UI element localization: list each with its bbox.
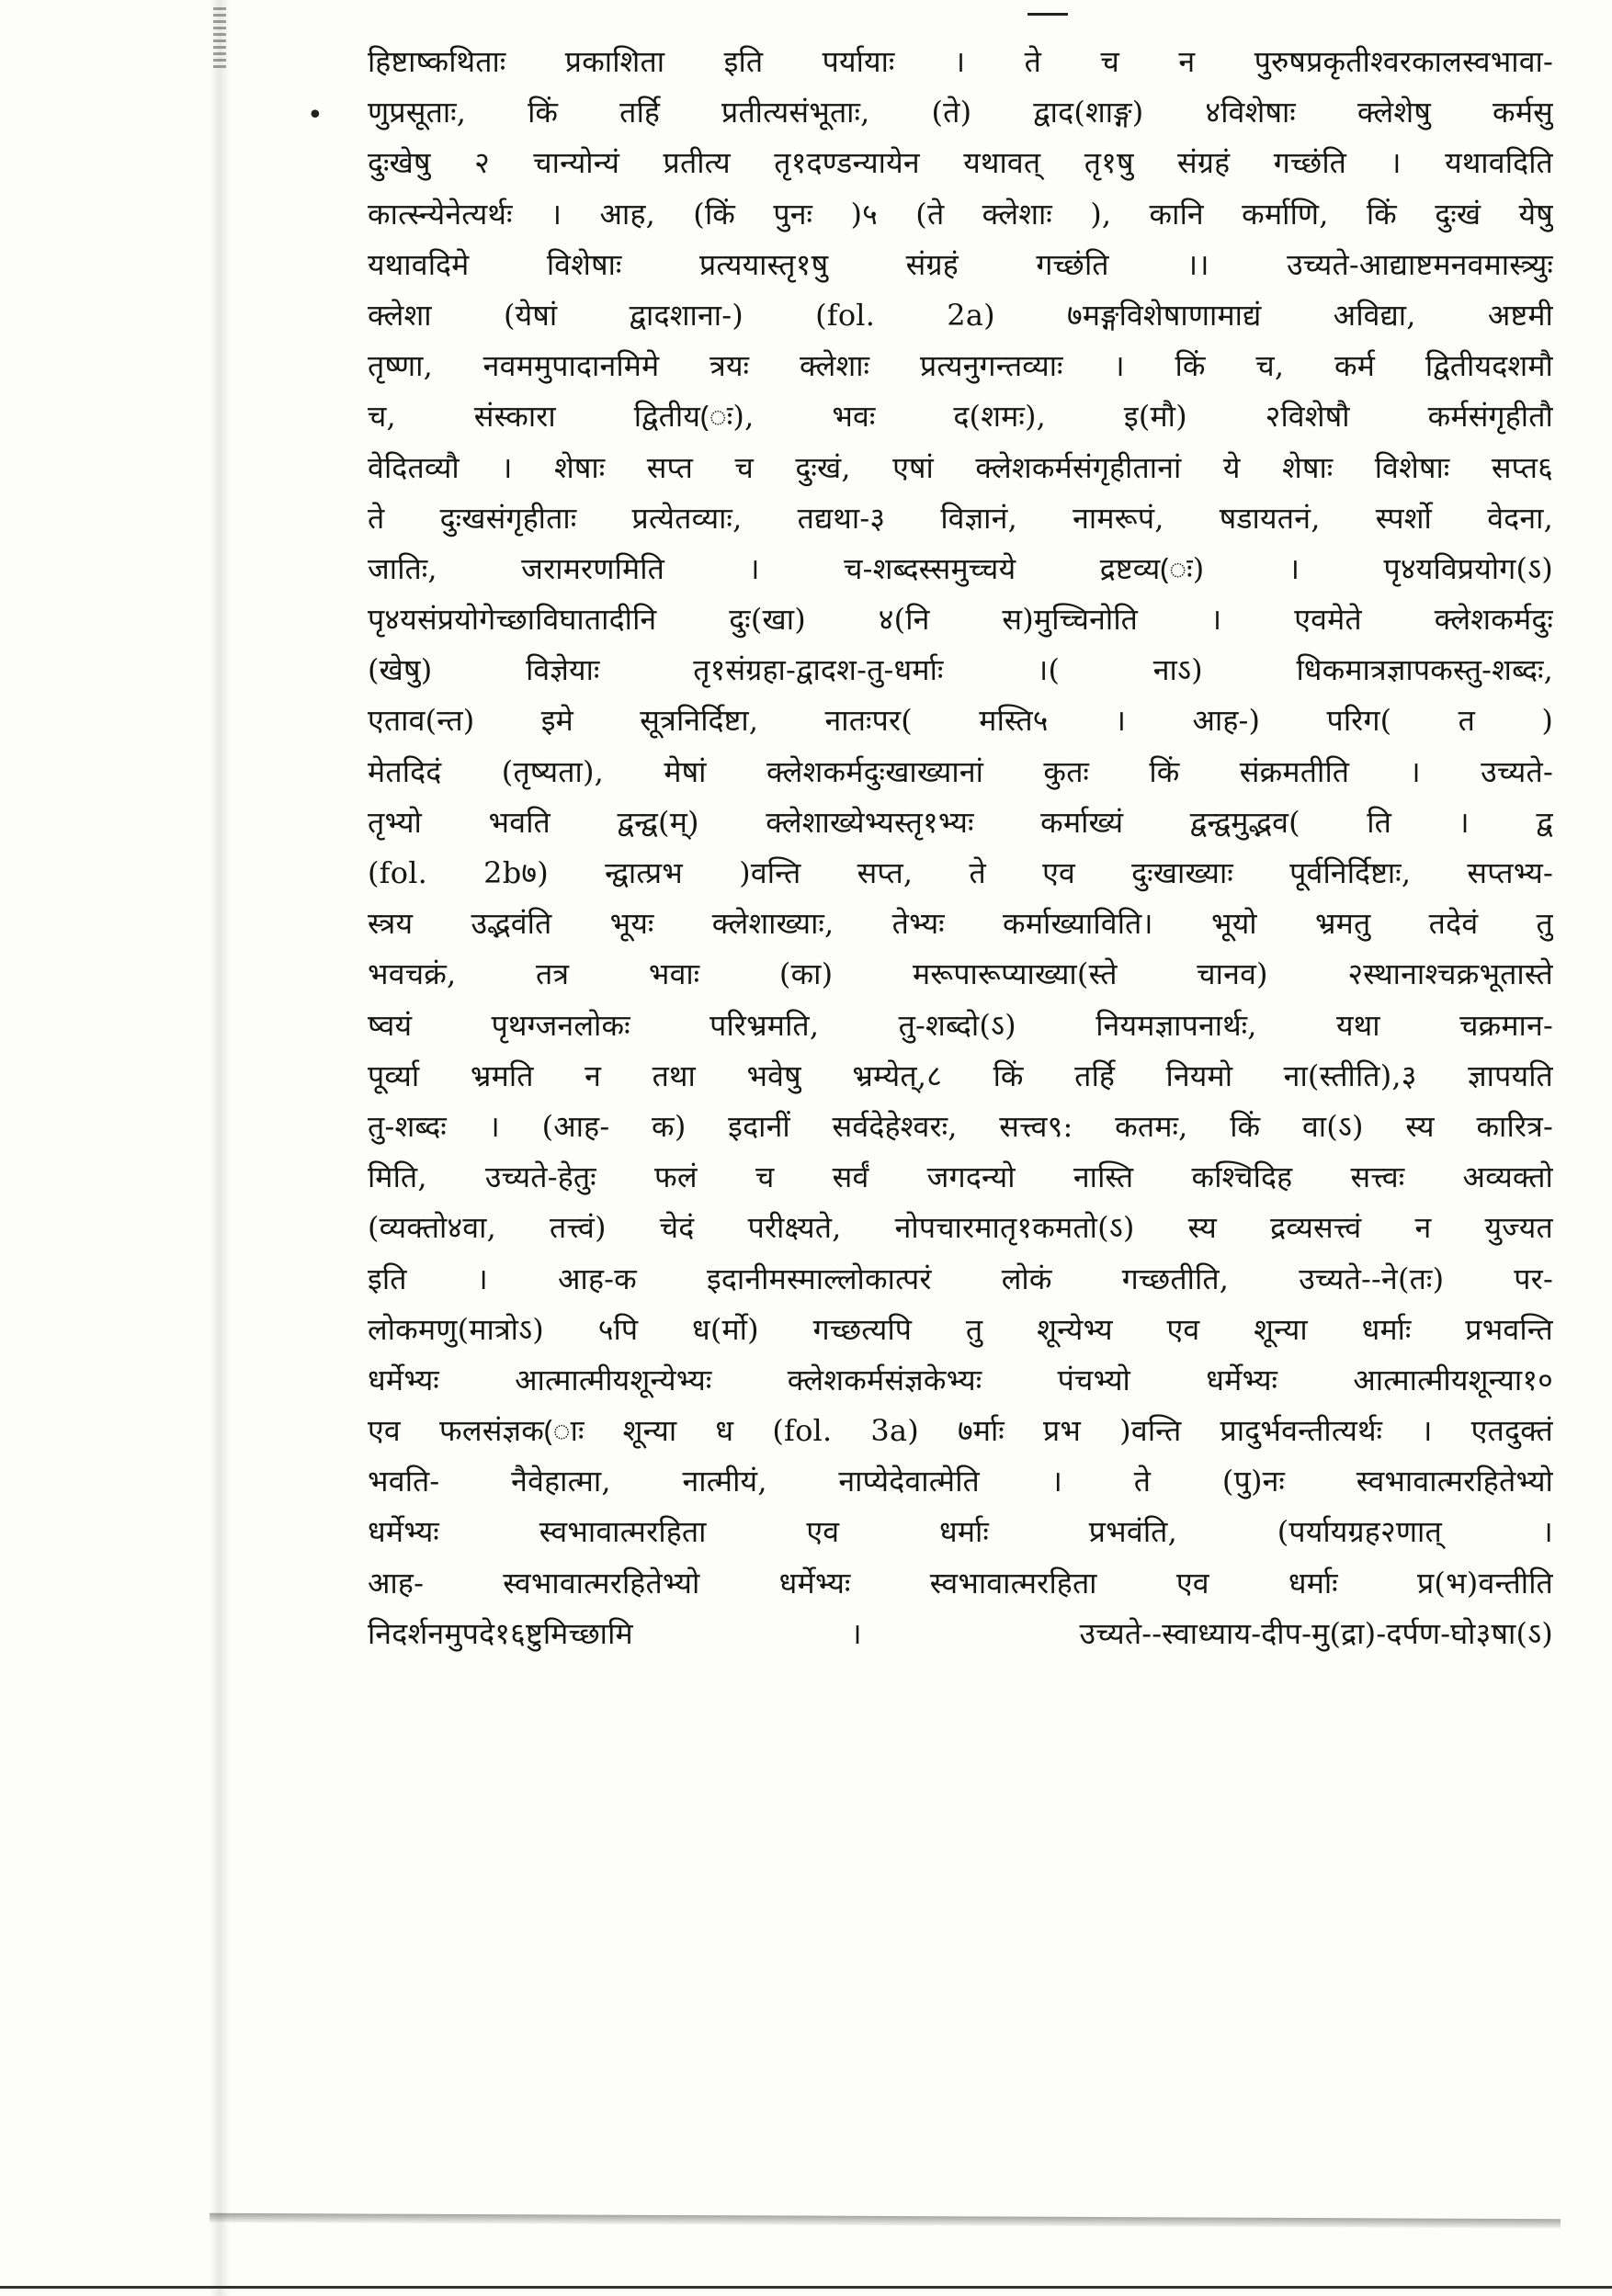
sanskrit-text-block [368, 37, 1553, 1659]
text-line: (व्यक्तो४वा, तत्त्वं) चेदं परीक्ष्यते, नोपचारमातृ१कमतो(ऽ) स्य द्रव्यसत्त्वं न युज्यत [368, 1210, 1553, 1246]
text-line: आह- स्वभावात्मरहितेभ्यो धर्मेभ्यः स्वभावात्मरहिता एव धर्माः प्र(भ)वन्तीति [368, 1565, 1553, 1600]
text-line: (fol. 2b७) न्द्वात्प्रभ )वन्ति सप्त, ते एव दुःखाख्याः पूर्वनिर्दिष्टाः, सप्तभ्य- [368, 855, 1553, 890]
text-line: तृष्णा, नवममुपादानमिमे त्रयः क्लेशाः प्रत्यनुगन्तव्याः । किं च, कर्म द्वितीयदशमौ [368, 348, 1553, 384]
page-bottom-edge [210, 2213, 1561, 2228]
text-line: मेतदिदं (तृष्यता), मेषां क्लेशकर्मदुःखाख्यानां कुतः किं संक्रमतीति । उच्यते- [368, 753, 1553, 789]
text-line: ते दुःखसंगृहीताः प्रत्येतव्याः, तद्यथा-३ विज्ञानं, नामरूपं, षडायतनं, स्पर्शो वेदना, [368, 500, 1553, 536]
text-line: भवचक्रं, तत्र भवाः (का) मरूपारूप्याख्या(स्ते चानव) २स्थानाश्चक्रभूतास्ते [368, 956, 1553, 992]
binding-shadow [210, 0, 230, 2296]
margin-mark: • [307, 99, 324, 131]
text-line: इति । आह-क इदानीमस्माल्लोकात्परं लोकं गच्छतीति, उच्यते--ने(तः) पर- [368, 1261, 1553, 1296]
text-line: णुप्रसूताः, किं तर्हि प्रतीत्यसंभूताः, (ते) द्वाद(शाङ्ग) ४विशेषाः क्लेशेषु कर्मसु [368, 95, 1553, 130]
text-line: एताव(न्त) इमे सूत्रनिर्दिष्टा, नातःपर( मस्ति५ । आह-) परिग( त ) [368, 703, 1553, 739]
text-line: पूर्व्या भ्रमति न तथा भवेषु भ्रम्येत्,८ किं तर्हि नियमो ना(स्तीति),३ ज्ञापयति [368, 1058, 1553, 1093]
text-line: स्त्रय उद्भवंति भूयः क्लेशाख्याः, तेभ्यः कर्माख्याविति। भूयो भ्रमतु तदेवं तु [368, 906, 1553, 942]
text-line: निदर्शनमुपदे१६ष्टुमिच्छामि । उच्यते--स्वाध्याय-दीप-मु(द्रा)-दर्पण-घो३षा(ऽ) [368, 1615, 1553, 1651]
text-line: तृभ्यो भवति द्वन्द्व(म्) क्लेशाख्येभ्यस्तृ१भ्यः कर्माख्यं द्वन्द्वमुद्भव( ति । द्व [368, 804, 1553, 840]
text-line: भवति- नैवेहात्मा, नात्मीयं, नाप्येदेवात्मेति । ते (पु)नः स्वभावात्मरहितेभ्यो [368, 1464, 1553, 1499]
text-line: मिति, उच्यते-हेतुः फलं च सर्वं जगदन्यो नास्ति कश्चिदिह सत्त्वः अव्यक्तो [368, 1159, 1553, 1195]
text-line: जातिः, जरामरणमिति । च-शब्दस्समुच्चये द्रष्टव्य(ः) । पृ४यविप्रयोग(ऽ) [368, 550, 1553, 586]
text-line: ष्वयं पृथग्जनलोकः परिभ्रमति, तु-शब्दो(ऽ) नियमज्ञापनार्थः, यथा चक्रमान- [368, 1007, 1553, 1043]
text-line: धर्मेभ्यः स्वभावात्मरहिता एव धर्माः प्रभवंति, (पर्यायग्रह२णात् । [368, 1514, 1553, 1550]
text-line: वेदितव्यौ । शेषाः सप्त च दुःखं, एषां क्लेशकर्मसंगृहीतानां ये शेषाः विशेषाः सप्त६ [368, 449, 1553, 485]
text-line: हिष्टाष्कथिताः प्रकाशिता इति पर्यायाः । ते च न पुरुषप्रकृतीश्वरकालस्वभावा- [368, 44, 1553, 79]
text-line: एव फलसंज्ञक(ाः शून्या ध (fol. 3a) ७र्माः प्रभ )वन्ति प्रादुर्भवन्तीत्यर्थः । एतदुक्तं [368, 1413, 1553, 1449]
text-line: क्लेशा (येषां द्वादशाना-) (fol. 2a) ७मङ्गविशेषाणामाद्यं अविद्या, अष्टमी [368, 297, 1553, 333]
text-line: यथावदिमे विशेषाः प्रत्ययास्तृ१षु संग्रहं गच्छंति ।। उच्यते-आद्याष्टमनवमास्त्र्युः [368, 246, 1553, 282]
binding-mark [213, 7, 226, 72]
text-line: पृ४यसंप्रयोगेच्छाविघातादीनि दुः(खा) ४(नि स)मुच्चिनोति । एवमेते क्लेशकर्मदुः [368, 602, 1553, 638]
text-line: लोकमणु(मात्रोऽ) ५पि ध(र्मो) गच्छत्यपि तु शून्येभ्य एव शून्या धर्माः प्रभवन्ति [368, 1311, 1553, 1347]
text-line: कात्स्न्येनेत्यर्थः । आह, (किं पुनः )५ (ते क्लेशाः ), कानि कर्माणि, किं दुःखं येषु [368, 196, 1553, 232]
top-rule [1027, 13, 1068, 16]
text-line: च, संस्कारा द्वितीय(ः), भवः द(शमः), इ(मौ) २विशेषौ कर्मसंगृहीतौ [368, 399, 1553, 435]
bottom-rule [0, 2286, 1612, 2289]
text-line: तु-शब्दः । (आह- क) इदानीं सर्वदेहेश्वरः, सत्त्व९: कतमः, किं वा(ऽ) स्य कारित्र- [368, 1108, 1553, 1144]
text-line: धर्मेभ्यः आत्मात्मीयशून्येभ्यः क्लेशकर्मसंज्ञकेभ्यः पंचभ्यो धर्मेभ्यः आत्मात्मीयशून्या१० [368, 1362, 1553, 1397]
text-line: (खेषु) विज्ञेयाः तृ१संग्रहा-द्वादश-तु-धर्माः ।( नाऽ) धिकमात्रज्ञापकस्तु-शब्दः, [368, 652, 1553, 688]
text-line: दुःखेषु २ चान्योन्यं प्रतीत्य तृ१दण्डन्यायेन यथावत् तृ१षु संग्रहं गच्छंति । यथावदिति [368, 145, 1553, 181]
